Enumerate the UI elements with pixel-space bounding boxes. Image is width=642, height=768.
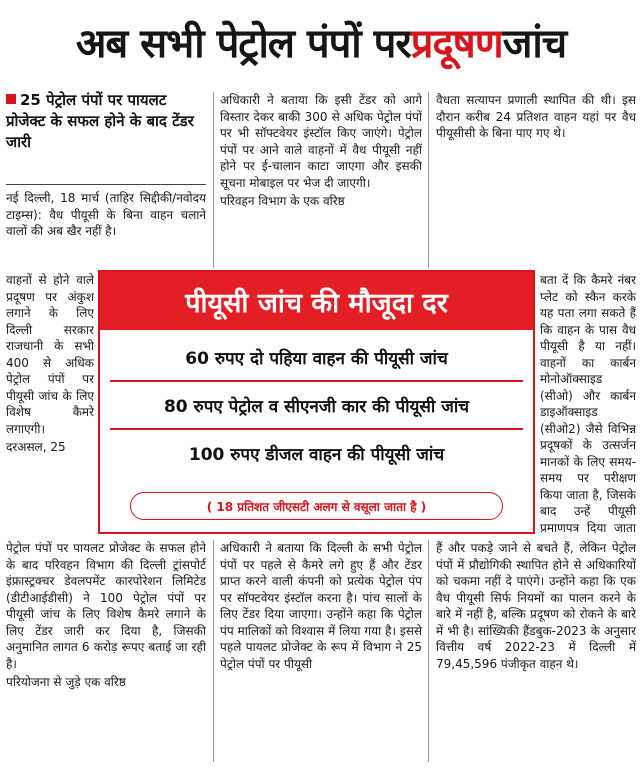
sub-heading (6, 90, 206, 153)
column-1-side (6, 272, 94, 530)
column-2-paragraph-3: अधिकारी ने बताया कि दिल्ली के सभी पेट्रोल पंपों पर पहले से कैमरे लगे हुए हैं और टेंडर प्राप्त करने वाली कंपनी को प्रत्येक पेट्रोल पंप पर सॉफ्टवेयर इंस्टॉल करना है। पांच सालों के लिए टेंडर दिया जाएगा। उन्होंने कहा कि पेट्रोल पंप मालिकों को विश्वास में लिया गया है। इससे पहले पायलट प्रोजेक्ट के रूप में विभाग ने 25 पेट्रोल पंपों पर पीयूसी (220, 541, 422, 671)
infobox-title: पीयूसी जांच की मौजूदा दर (100, 272, 533, 330)
infobox-divider-2 (110, 428, 523, 430)
infobox-row-petrol-cng-car: 80 रुपए पेट्रोल व सीएनजी कार की पीयूसी जांच (163, 396, 470, 417)
column-3-bottom (436, 540, 636, 764)
column-divider-bottom-left (213, 540, 214, 762)
column-1-paragraph-3: दरअसल, 25 (6, 440, 66, 454)
infobox-row-diesel-vehicle: 100 रुपए डीजल वाहन की पीयूसी जांच (188, 444, 445, 465)
column-1-intro (6, 190, 206, 268)
column-2-paragraph-2: परिवहन विभाग के एक वरिष्ठ (220, 194, 345, 208)
column-3-paragraph-1: वैधता सत्यापन प्रणाली स्थापित की थी। इस दौरान करीब 24 प्रतिशत वाहन यहां पर वैध पीयूसीसी के बिना पाए गए थे। (436, 93, 636, 140)
column-1-paragraph-2: वाहनों से होने वाले प्रदूषण पर अंकुश लगाने के लिए दिल्ली सरकार राजधानी के सभी 400 से अधिक पेट्रोल पंपों पर पीयूसी जांच के लिए विशेष कैमरे लगाएगी। (6, 273, 94, 436)
sub-heading-text: 25 पेट्रोल पंपों पर पायलट प्रोजेक्ट के सफल होने के बाद टेंडर जारी (6, 91, 194, 151)
sub-heading-divider (6, 184, 206, 185)
column-2-bottom (220, 540, 422, 764)
column-divider-bottom-right (428, 540, 429, 762)
column-3-paragraph-4: हैं और पकड़े जाने से बचते हैं, लेकिन पेट्रोल पंपों में प्रौद्योगिकी स्थापित होने से अधिकारियों को चकमा नहीं दे पाएंगे। उन्होंने कहा कि एक वैध पीयूसी सिर्फ नियमों का पालन करने के बारे में नहीं है, बल्कि प्रदूषण को रोकने के बारे में भी है। सांख्यिकी हैंडबुक-2023 के अनुसार वित्तीय वर्ष 2022-23 में दिल्ली में 79,45,596 पंजीकृत वाहन थे। (436, 541, 636, 671)
column-2-paragraph-1: अधिकारी ने बताया कि इसी टेंडर को आगे विस्तार देकर बाकी 300 से अधिक पेट्रोल पंपों पर भी सॉफ्टवेयर इंस्टॉल किए जाएंगे। पेट्रोल पंपों पर आने वाले वाहनों में वैध पीयूसी नहीं होने पर ई-चालान काटा जाएगा और इसकी सूचना मोबाइल पर भेज दी जाएगी। (220, 93, 422, 190)
puc-rates-infobox (98, 270, 535, 534)
headline-highlight: प्रदूषण (410, 20, 503, 67)
column-1-paragraph-5: परियोजना से जुड़े एक वरिष्ठ (6, 675, 126, 689)
column-1-bottom (6, 540, 206, 764)
column-2-top (220, 92, 422, 268)
infobox-gst-note: ( 18 प्रतिशत जीएसटी अलग से वसूला जाता है ) (130, 492, 503, 520)
infobox-row-two-wheeler: 60 रुपए दो पहिया वाहन की पीयूसी जांच (185, 348, 448, 369)
column-3-top (436, 92, 636, 268)
column-divider-top-left (213, 92, 214, 268)
page-headline (0, 0, 642, 82)
red-square-bullet-icon (6, 94, 16, 104)
headline-part-3: जांच (502, 20, 567, 67)
headline-part-1: अब सभी पेट्रोल पंपों पर (75, 20, 411, 67)
column-1-paragraph-4: पेट्रोल पंपों पर पायलट प्रोजेक्ट के सफल होने के बाद परिवहन विभाग की दिल्ली ट्रांसपोर्ट इंफ्रास्ट्रक्चर डेवलपमेंट कारपोरेशन लिमिटेड (डीटीआईडीसी) ने 100 पेट्रोल पंपों पर पीयूसी जांच के लिए विशेष कैमरे लगाने के लिए टेंडर जारी कर दिया है, जिसकी अनुमानित लागत 6 करोड़ रूपए बताई जा रही है। (6, 541, 206, 671)
column-1-dateline-paragraph: नई दिल्ली, 18 मार्च (ताहिर सिद्दीकी/नवोदय टाइम्स): वैध पीयूसी के बिना वाहन चलाने वालों की अब खैर नहीं है। (6, 191, 206, 238)
infobox-divider-1 (110, 380, 523, 382)
column-3-paragraph-2: बता दें कि कैमरे नंबर प्लेट को स्कैन करके यह पता लगा सकते हैं कि वाहन के पास वैध पीयूसी है या नहीं। वाहनों का कार्बन मोनोऑक्साइड (सीओ) और कार्बन डाइऑक्साइड (सीओ2) जैसे विभिन्न प्रदूषकों के उत्सर्जन मानकों के लिए समय-समय पर परीक्षण किया जाता है, जिसके बाद उन्हें पीयूसी प्रमाणपत्र दिया जाता (540, 273, 636, 534)
column-3-side (540, 272, 636, 534)
column-divider-top-right (428, 92, 429, 268)
